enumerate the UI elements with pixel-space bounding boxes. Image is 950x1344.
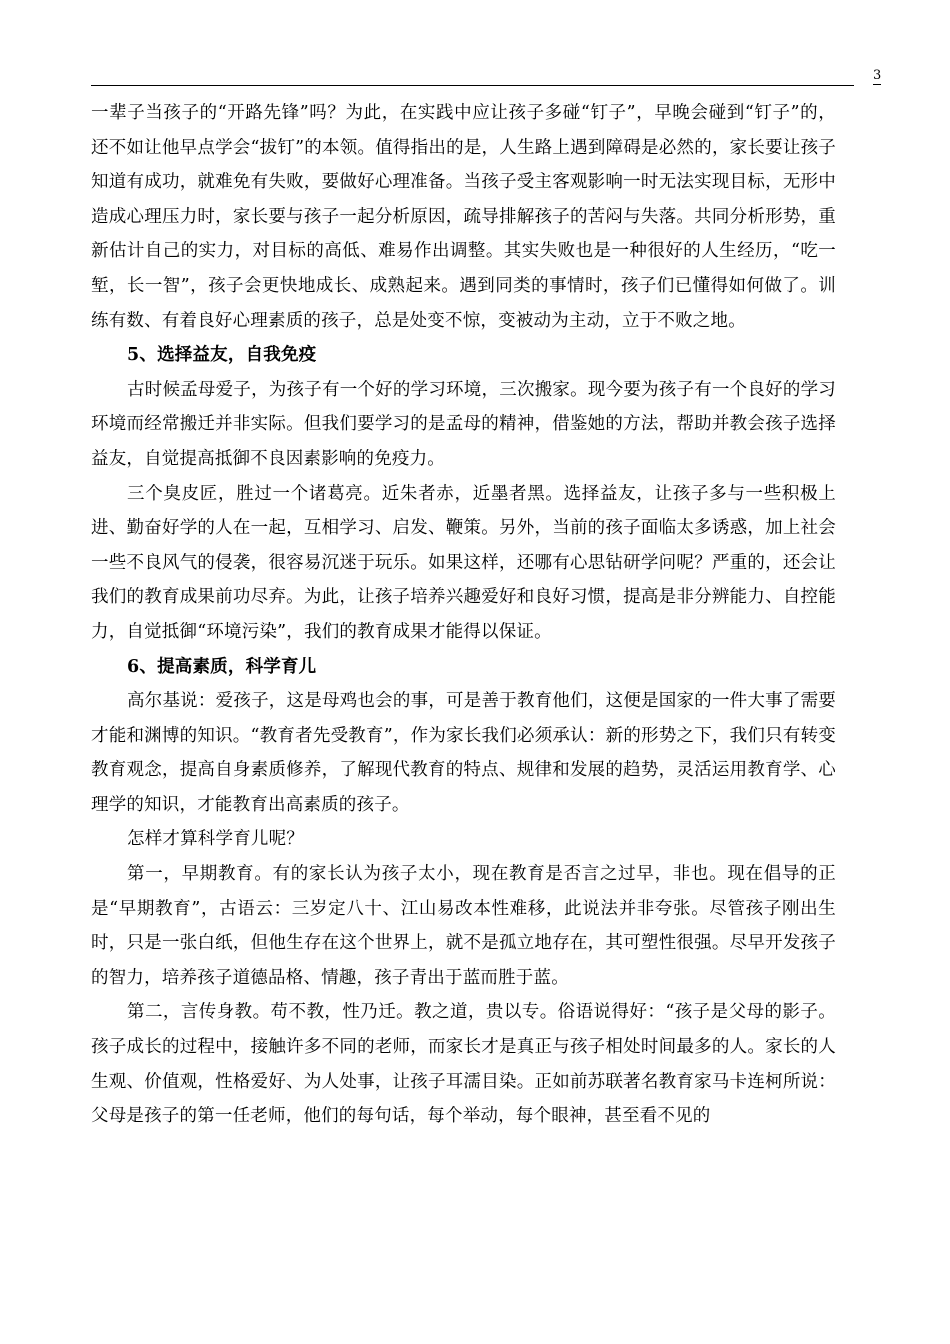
paragraph-question: 怎样才算科学育儿呢？ (127, 829, 304, 850)
paragraph: 高尔基说：爱孩子，这是母鸡也会的事，可是善于教育他们，这便是国家的一件大事了需要才能和渊博的知识。“教育者先受教育”，作为家长我们必须承认：新的形势之下，我们只有转变教育观念，提高自身素质修养，了解现代教育的特点、规律和发展的趋势，灵活运用教育学、心理学的知识，才能教育出高素质的孩子。 (91, 691, 836, 815)
paragraph: 第二，言传身教。苟不教，性乃迁。教之道，贵以专。俗语说得好：“孩子是父母的影子。孩子成长的过程中，接触许多不同的老师，而家长才是真正与孩子相处时间最多的人。家长的人生观、价值观，性格爱好、为人处事，让孩子耳濡目染。正如前苏联著名教育家马卡连柯所说：父母是孩子的第一任老师，他们的每句话，每个举动，每个眼神，甚至看不见的 (91, 1002, 836, 1127)
section-heading-5: 5、选择益友，自我免疫 (127, 345, 317, 366)
header-rule (91, 85, 854, 86)
section-heading-6: 6、提高素质，科学育儿 (127, 656, 317, 677)
paragraph: 三个臭皮匠，胜过一个诸葛亮。近朱者赤，近墨者黑。选择益友，让孩子多与一些积极上进、勤奋好学的人在一起，互相学习、启发、鞭策。另外，当前的孩子面临太多诱惑，加上社会一些不良风气的侵袭，很容易沉迷于玩乐。如果这样，还哪有心思钻研学问呢？严重的，还会让我们的教育成果前功尽弃。为此，让孩子培养兴趣爱好和良好习惯，提高是非分辨能力、自控能力，自觉抵御“环境污染”，我们的教育成果才能得以保证。 (91, 483, 836, 642)
document-body (91, 96, 836, 1134)
paragraph: 第一，早期教育。有的家长认为孩子太小，现在教育是否言之过早，非也。现在倡导的正是“早期教育”，古语云：三岁定八十、江山易改本性难移，此说法并非夸张。尽管孩子刚出生时，只是一张白纸，但他生存在这个世界上，就不是孤立地存在，其可塑性很强。尽早开发孩子的智力，培养孩子道德品格、情趣，孩子青出于蓝而胜于蓝。 (91, 864, 836, 988)
paragraph-continuation: 一辈子当孩子的“开路先锋”吗？为此，在实践中应让孩子多碰“钉子”，早晚会碰到“钉子”的，还不如让他早点学会“拔钉”的本领。值得指出的是，人生路上遇到障碍是必然的，家长要让孩子知道有成功，就难免有失败，要做好心理准备。当孩子受主客观影响一时无法实现目标，无形中造成心理压力时，家长要与孩子一起分析原因，疏导排解孩子的苦闷与失落。共同分析形势，重新估计自己的实力，对目标的高低、难易作出调整。其实失败也是一种很好的人生经历，“吃一堑，长一智”，孩子会更快地成长、成熟起来。遇到同类的事情时，孩子们已懂得如何做了。训练有数、有着良好心理素质的孩子，总是处变不惊，变被动为主动，立于不败之地。 (91, 103, 836, 331)
paragraph: 古时候孟母爱子，为孩子有一个好的学习环境，三次搬家。现今要为孩子有一个良好的学习环境而经常搬迁并非实际。但我们要学习的是孟母的精神，借鉴她的方法，帮助并教会孩子选择益友，自觉提高抵御不良因素影响的免疫力。 (91, 379, 836, 469)
page-number: 3 (873, 68, 882, 83)
